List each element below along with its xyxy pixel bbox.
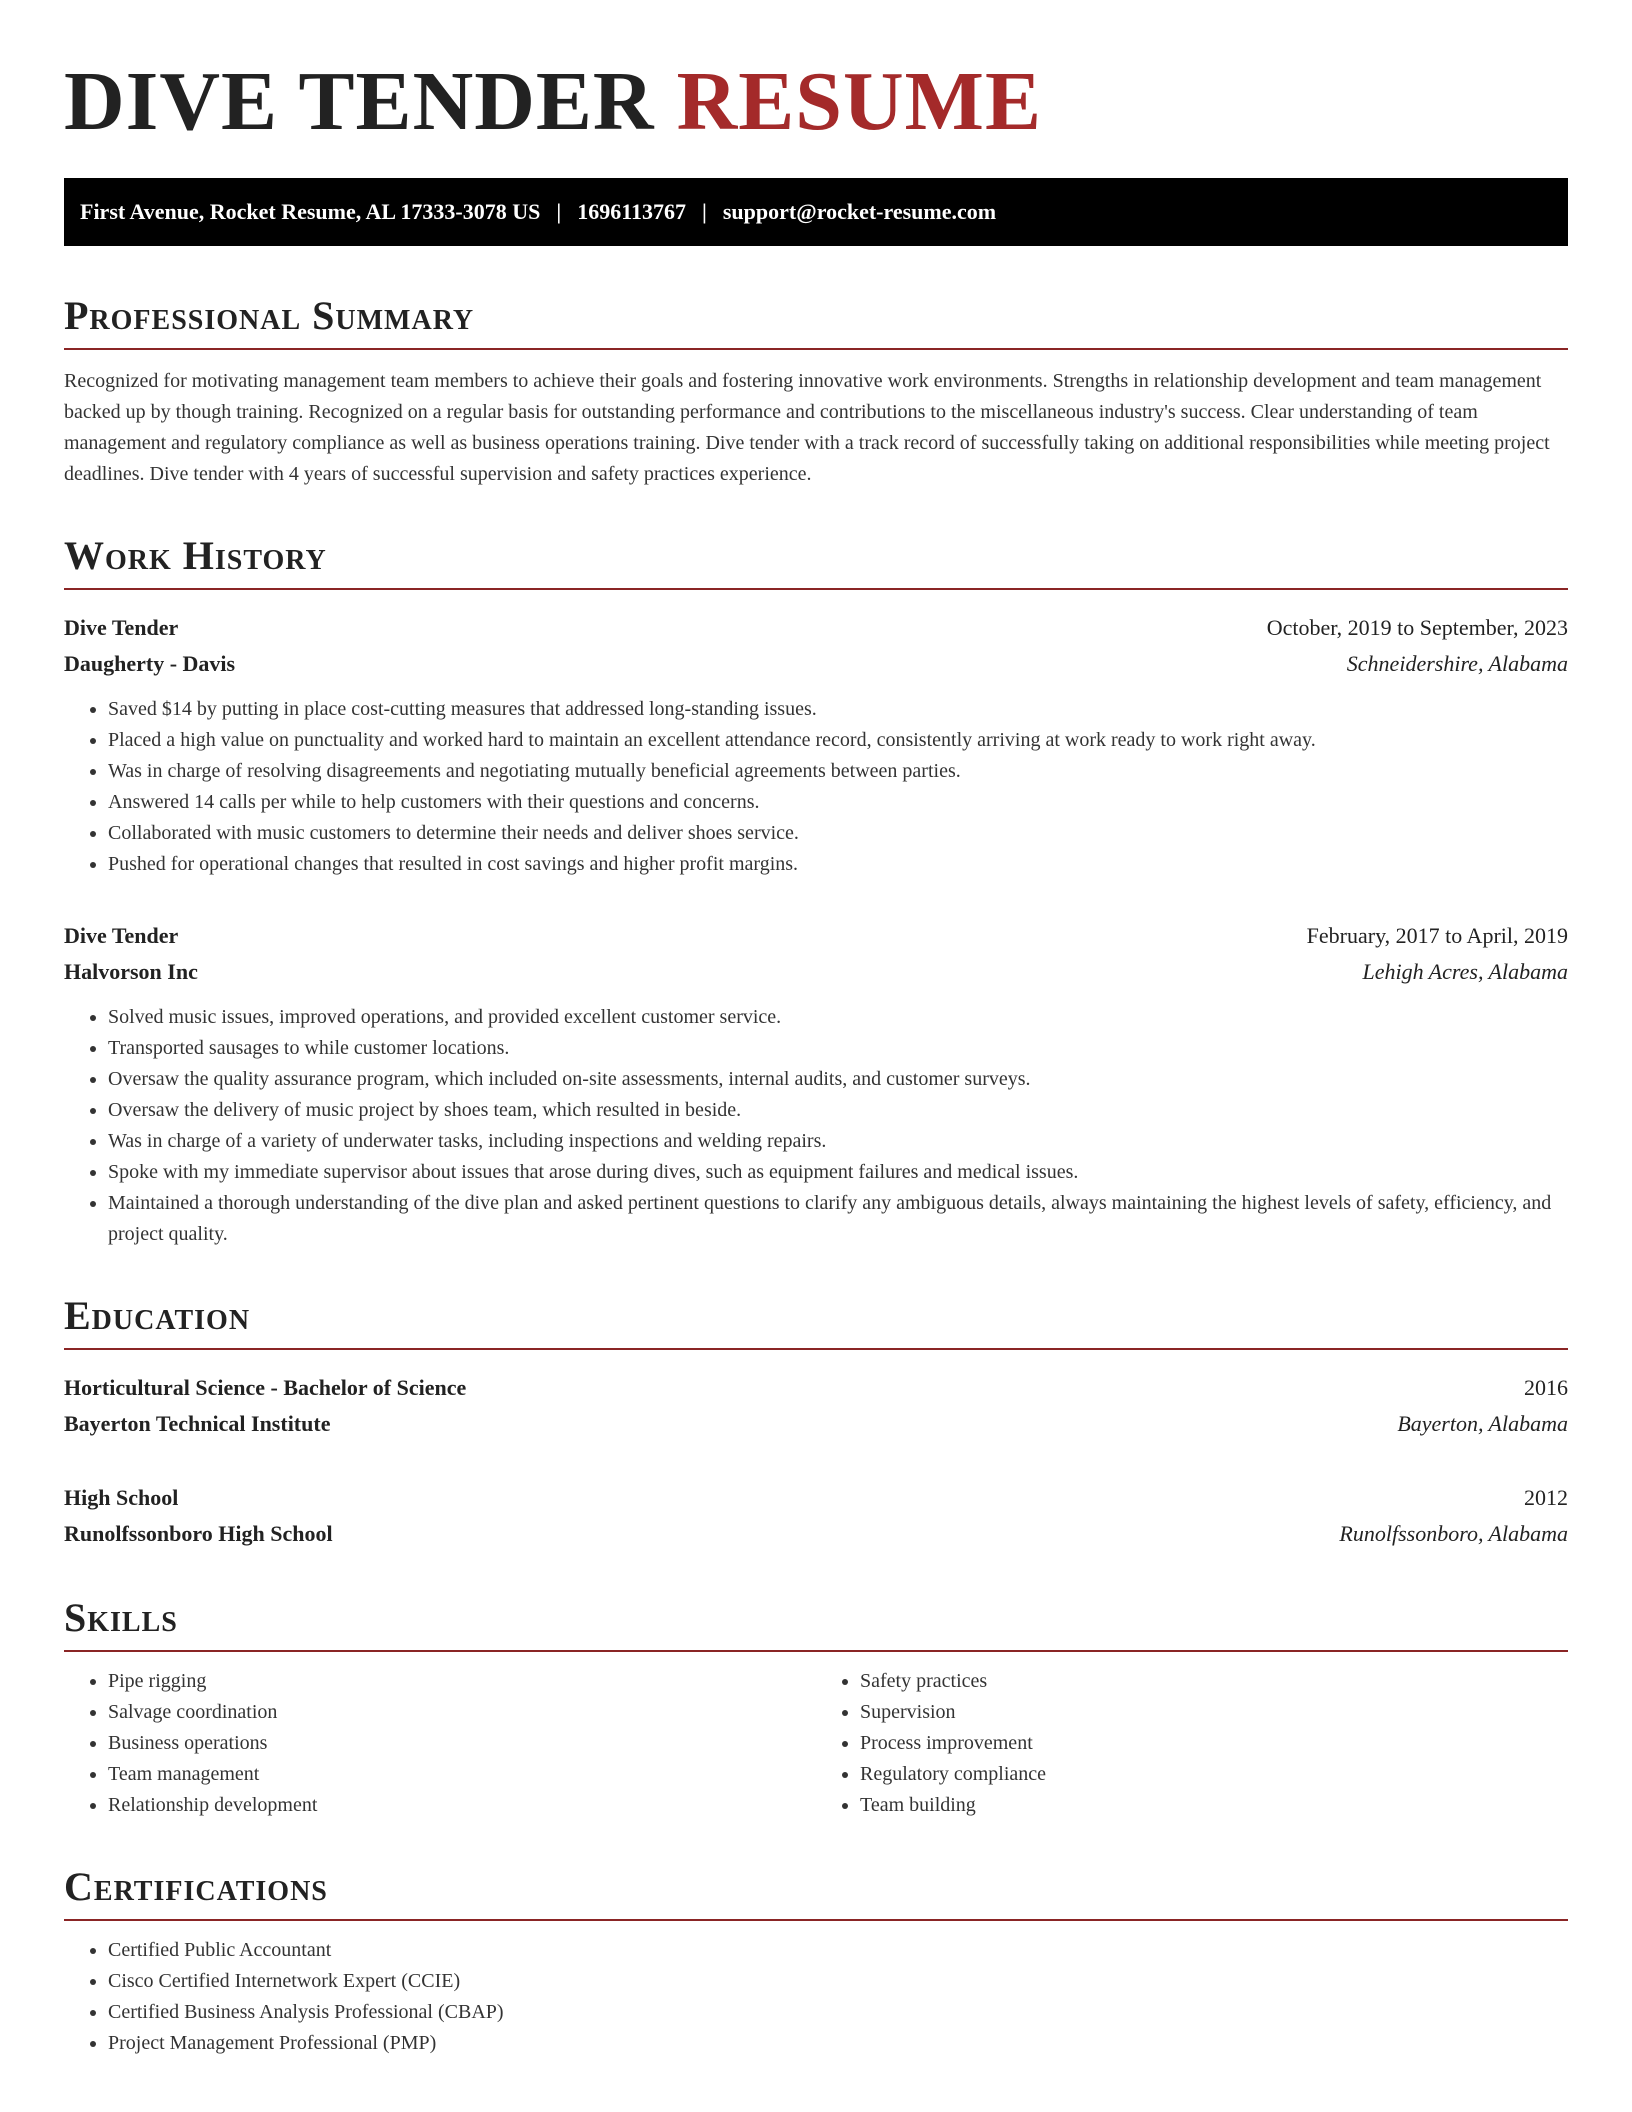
list-item: • Regulatory compliance [860, 1759, 1568, 1790]
certifications-list [64, 1935, 1568, 2059]
list-item: • Maintained a thorough understanding of the dive plan and asked pertinent questions to clarify any ambiguous details, always maintaining the highest levels of safety, efficiency, and project quality. [108, 1188, 1568, 1250]
list-item: • Process improvement [860, 1728, 1568, 1759]
job-dates: October, 2019 to September, 2023 [1266, 615, 1568, 641]
list-item: • Certified Public Accountant [108, 1935, 1568, 1966]
resume-title [64, 56, 1568, 148]
list-item: • Spoke with my immediate supervisor about issues that arose during dives, such as equipment failures and medical issues. [108, 1157, 1568, 1188]
contact-email[interactable]: support@rocket-resume.com [722, 199, 997, 225]
title-main: DIVE TENDER [64, 55, 655, 148]
job-duties-list [64, 694, 1568, 880]
section-title-summary: Professional Summary [64, 294, 1568, 350]
list-item: • Collaborated with music customers to determine their needs and deliver shoes service. [108, 818, 1568, 849]
list-item: • Oversaw the delivery of music project by shoes team, which resulted in beside. [108, 1095, 1568, 1126]
contact-separator: | [556, 199, 562, 225]
skills-column-left [64, 1666, 816, 1821]
education-entry [64, 1370, 1568, 1442]
education-entry [64, 1480, 1568, 1552]
list-item: • Pushed for operational changes that resulted in cost savings and higher profit margins. [108, 849, 1568, 880]
education-location: Runolfssonboro, Alabama [1339, 1521, 1568, 1547]
job-duties-list [64, 1002, 1568, 1250]
work-entry [64, 918, 1568, 1250]
work-entry [64, 610, 1568, 880]
job-title: Dive Tender [64, 923, 179, 949]
contact-separator: | [702, 199, 707, 225]
education-location: Bayerton, Alabama [1397, 1411, 1568, 1437]
education-degree: High School [64, 1485, 179, 1511]
list-item: • Certified Business Analysis Professional (CBAP) [108, 1997, 1568, 2028]
job-title: Dive Tender [64, 615, 179, 641]
list-item: • Was in charge of resolving disagreements and negotiating mutually beneficial agreements between parties. [108, 756, 1568, 787]
education-school: Runolfssonboro High School [64, 1521, 333, 1547]
title-accent: RESUME [676, 55, 1042, 148]
list-item: • Team management [108, 1759, 816, 1790]
list-item: • Salvage coordination [108, 1697, 816, 1728]
list-item: • Relationship development [108, 1790, 816, 1821]
education-year: 2012 [1524, 1485, 1568, 1511]
education-school: Bayerton Technical Institute [64, 1411, 331, 1437]
section-title-skills: Skills [64, 1596, 1568, 1652]
skills-list [64, 1666, 1568, 1821]
list-item: • Cisco Certified Internetwork Expert (CCIE) [108, 1966, 1568, 1997]
section-title-certifications: Certifications [64, 1865, 1568, 1921]
job-company: Daugherty - Davis [64, 651, 236, 677]
job-location: Lehigh Acres, Alabama [1362, 959, 1568, 985]
list-item: • Placed a high value on punctuality and worked hard to maintain an excellent attendance record, consistently arriving at work ready to work right away. [108, 725, 1568, 756]
skills-column-right [816, 1666, 1568, 1821]
list-item: • Transported sausages to while customer locations. [108, 1033, 1568, 1064]
section-title-education: Education [64, 1294, 1568, 1350]
education-year: 2016 [1524, 1375, 1568, 1401]
job-company: Halvorson Inc [64, 959, 198, 985]
summary-text: Recognized for motivating management team members to achieve their goals and fostering innovative work environments. Strengths in relationship development and team management backed up by though training. Recognized on a regular basis for outstanding performance and contributions to the miscellaneous industry's success. Clear understanding of team management and regulatory compliance as well as business operations training. Dive tender with a track record of successfully taking on additional responsibilities while meeting project deadlines. Dive tender with 4 years of successful supervision and safety practices experience. [64, 370, 1550, 486]
list-item: • Was in charge of a variety of underwater tasks, including inspections and welding repairs. [108, 1126, 1568, 1157]
list-item: • Pipe rigging [108, 1666, 816, 1697]
list-item: • Supervision [860, 1697, 1568, 1728]
list-item: • Team building [860, 1790, 1568, 1821]
section-title-work-history: Work History [64, 534, 1568, 590]
list-item: • Solved music issues, improved operations, and provided excellent customer service. [108, 1002, 1568, 1033]
list-item: • Oversaw the quality assurance program, which included on-site assessments, internal audits, and customer surveys. [108, 1064, 1568, 1095]
education-degree: Horticultural Science - Bachelor of Science [64, 1375, 467, 1401]
list-item: • Answered 14 calls per while to help customers with their questions and concerns. [108, 787, 1568, 818]
list-item: • Business operations [108, 1728, 816, 1759]
list-item: • Safety practices [860, 1666, 1568, 1697]
contact-phone: 1696113767 [577, 199, 687, 225]
list-item: • Project Management Professional (PMP) [108, 2028, 1568, 2059]
list-item: • Saved $14 by putting in place cost-cutting measures that addressed long-standing issues. [108, 694, 1568, 725]
contact-bar [64, 178, 1568, 246]
job-location: Schneidershire, Alabama [1346, 651, 1568, 677]
contact-address: First Avenue, Rocket Resume, AL 17333-3078 US [80, 199, 541, 225]
job-dates: February, 2017 to April, 2019 [1306, 923, 1568, 949]
